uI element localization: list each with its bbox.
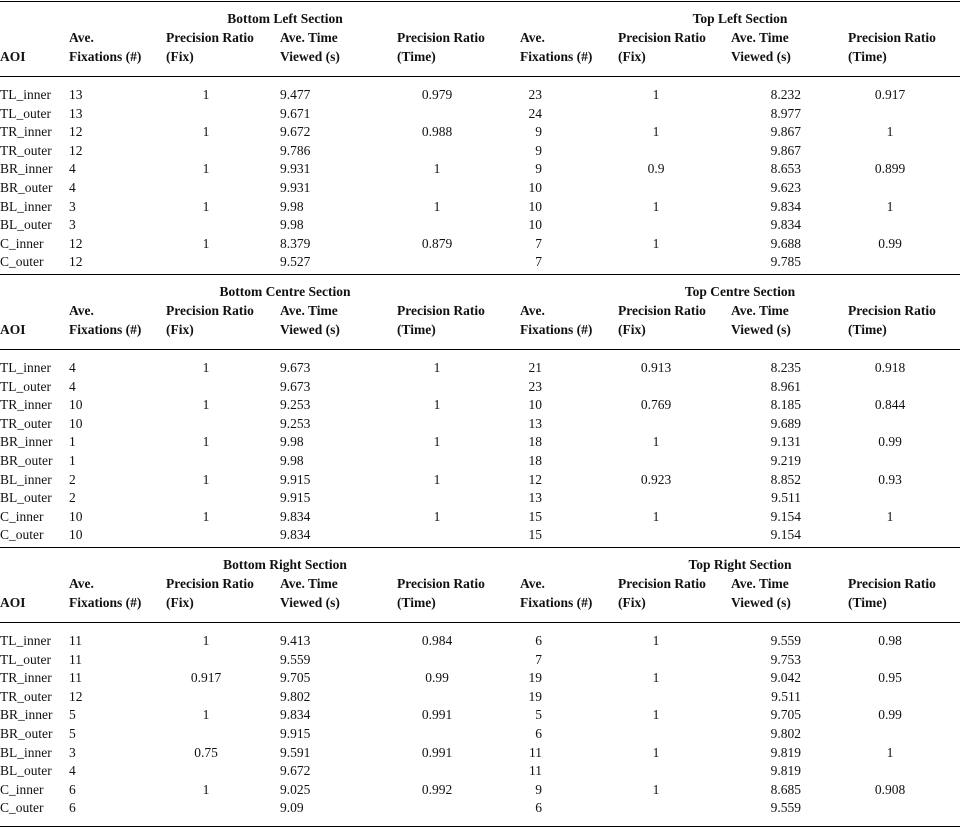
precision-time-right-cell: 0.99 <box>878 235 902 251</box>
fixations-right-cell: 12 <box>528 471 542 487</box>
fixations-right-cell: 13 <box>528 490 542 506</box>
time-left-cell: 9.672 <box>280 763 311 779</box>
precision-fix-right-cell: 1 <box>652 434 660 450</box>
fixations-left-cell: 12 <box>69 254 83 270</box>
fixations-left-cell: 11 <box>69 670 82 686</box>
time-right-cell: 9.834 <box>770 217 801 233</box>
fixations-left-cell: 4 <box>69 763 76 779</box>
fixations-left-cell: 5 <box>69 726 76 741</box>
precision-time-left-cell: 1 <box>433 198 441 214</box>
time-right-cell: 8.235 <box>770 360 801 375</box>
fixations-right-cell: 6 <box>535 800 542 816</box>
fixations-right-cell: 11 <box>529 744 542 760</box>
fixations-left-cell: 12 <box>69 688 83 704</box>
header-ave-fix-left: Fixations (#) <box>69 595 142 610</box>
precision-fix-right-cell: 0.923 <box>640 471 672 487</box>
header-aoi: AOI <box>0 322 26 337</box>
header-ave-fix-right: Ave. <box>520 30 545 45</box>
aoi-cell: TR_inner <box>0 397 52 413</box>
precision-fix-right-cell: 0.913 <box>640 360 672 375</box>
precision-time-left-cell: 0.979 <box>421 87 453 102</box>
header-ave-time-left: Viewed (s) <box>280 322 340 337</box>
header-ave-fix-right: Ave. <box>520 303 545 318</box>
aoi-cell: C_inner <box>0 781 44 797</box>
precision-fix-right-cell: 1 <box>652 87 660 102</box>
fixations-right-cell: 10 <box>528 397 542 413</box>
time-left-cell: 9.915 <box>280 490 311 506</box>
aoi-cell: C_inner <box>0 235 44 251</box>
header-ave-fix-left: Fixations (#) <box>69 322 142 337</box>
time-right-cell: 8.232 <box>770 87 801 102</box>
time-left-cell: 9.477 <box>280 87 311 102</box>
fixations-right-cell: 15 <box>528 508 542 524</box>
aoi-cell: BL_outer <box>0 490 52 506</box>
fixations-left-cell: 6 <box>69 800 76 816</box>
header-precision-time-right: (Time) <box>848 49 887 64</box>
precision-fix-right-cell: 1 <box>652 633 660 648</box>
precision-fix-right-cell: 1 <box>652 670 660 686</box>
fixations-right-cell: 10 <box>528 180 542 195</box>
time-left-cell: 9.931 <box>280 161 311 177</box>
header-ave-fix-right: Fixations (#) <box>520 49 593 64</box>
time-right-cell: 9.688 <box>770 235 801 251</box>
time-right-cell: 9.131 <box>770 434 801 450</box>
time-right-cell: 9.623 <box>770 180 801 195</box>
time-right-cell: 8.653 <box>770 161 801 177</box>
time-left-cell: 9.915 <box>280 726 311 741</box>
time-left-cell: 9.834 <box>280 508 311 524</box>
header-aoi: AOI <box>0 49 26 64</box>
aoi-cell: TR_outer <box>0 688 52 704</box>
time-left-cell: 9.673 <box>280 378 311 394</box>
header-ave-fix-left: Ave. <box>69 576 94 591</box>
fixations-right-cell: 13 <box>528 415 542 431</box>
precision-time-left-cell: 1 <box>433 508 441 524</box>
aoi-cell: C_inner <box>0 508 44 524</box>
aoi-cell: TR_outer <box>0 415 52 431</box>
time-left-cell: 9.786 <box>280 142 311 158</box>
precision-time-left-cell: 0.984 <box>421 633 453 648</box>
fixations-right-cell: 9 <box>535 161 542 177</box>
fixations-right-cell: 24 <box>528 105 542 121</box>
header-precision-fix-left: Precision Ratio <box>166 576 254 591</box>
precision-time-left-cell: 1 <box>433 434 441 450</box>
header-precision-fix-right: (Fix) <box>618 595 646 610</box>
header-ave-time-left: Ave. Time <box>280 576 338 591</box>
time-right-cell: 9.834 <box>770 198 801 214</box>
header-precision-time-right: Precision Ratio <box>848 576 936 591</box>
time-left-cell: 9.98 <box>280 198 304 214</box>
header-precision-fix-left: Precision Ratio <box>166 303 254 318</box>
aoi-cell: BR_outer <box>0 453 53 468</box>
fixations-left-cell: 11 <box>69 633 82 648</box>
right-section-title: Top Left Section <box>692 11 788 26</box>
header-ave-time-right: Ave. Time <box>731 30 789 45</box>
header-precision-time-left: Precision Ratio <box>397 30 485 45</box>
aoi-cell: BL_outer <box>0 217 52 233</box>
fixations-left-cell: 1 <box>69 453 76 468</box>
time-right-cell: 9.154 <box>770 508 801 524</box>
header-precision-time-left: (Time) <box>397 49 436 64</box>
precision-fix-right-cell: 1 <box>652 707 660 723</box>
header-ave-fix-left: Ave. <box>69 303 94 318</box>
fixations-right-cell: 5 <box>535 707 542 723</box>
time-left-cell: 9.413 <box>280 633 311 648</box>
fixations-left-cell: 2 <box>69 490 76 506</box>
time-left-cell: 9.834 <box>280 707 311 723</box>
left-section-title: Bottom Centre Section <box>219 284 351 299</box>
section-top-rule <box>0 1 960 2</box>
aoi-cell: C_outer <box>0 800 44 816</box>
fixations-left-cell: 1 <box>69 434 76 450</box>
header-ave-time-left: Viewed (s) <box>280 595 340 610</box>
precision-time-left-cell: 1 <box>433 161 441 177</box>
time-left-cell: 9.527 <box>280 254 311 270</box>
precision-time-left-cell: 1 <box>433 360 441 375</box>
fixations-right-cell: 21 <box>528 360 542 375</box>
fixations-left-cell: 10 <box>69 527 83 543</box>
header-precision-time-right: Precision Ratio <box>848 30 936 45</box>
header-precision-fix-right: (Fix) <box>618 322 646 337</box>
fixations-left-cell: 6 <box>69 781 76 797</box>
fixations-left-cell: 4 <box>69 360 76 375</box>
time-left-cell: 9.931 <box>280 180 311 195</box>
header-precision-time-right: (Time) <box>848 595 887 610</box>
header-precision-time-right: (Time) <box>848 322 887 337</box>
precision-fix-left-cell: 1 <box>202 707 210 723</box>
aoi-cell: TR_inner <box>0 670 52 686</box>
time-right-cell: 9.867 <box>770 142 801 158</box>
section-top-rule <box>0 274 960 275</box>
aoi-cell: BL_inner <box>0 198 52 214</box>
precision-fix-right-cell: 1 <box>652 198 660 214</box>
header-precision-fix-left: (Fix) <box>166 49 194 64</box>
header-precision-time-left: (Time) <box>397 322 436 337</box>
header-precision-fix-right: (Fix) <box>618 49 646 64</box>
time-right-cell: 9.867 <box>770 124 801 140</box>
fixations-right-cell: 19 <box>528 670 542 686</box>
table-bottom-rule <box>0 826 960 827</box>
time-left-cell: 9.834 <box>280 527 311 543</box>
precision-fix-left-cell: 1 <box>202 124 210 140</box>
precision-fix-left-cell: 1 <box>202 360 210 375</box>
fixations-left-cell: 4 <box>69 180 76 195</box>
precision-fix-left-cell: 1 <box>202 198 210 214</box>
time-left-cell: 9.025 <box>280 781 311 797</box>
time-right-cell: 9.154 <box>770 527 801 543</box>
precision-fix-left-cell: 1 <box>202 781 210 797</box>
time-right-cell: 8.977 <box>770 105 801 121</box>
aoi-cell: BR_outer <box>0 726 53 741</box>
header-ave-time-left: Ave. Time <box>280 30 338 45</box>
precision-time-left-cell: 0.988 <box>421 124 453 140</box>
fixations-left-cell: 10 <box>69 508 83 524</box>
fixations-right-cell: 9 <box>535 124 542 140</box>
header-precision-time-left: (Time) <box>397 595 436 610</box>
time-right-cell: 8.185 <box>770 397 801 413</box>
fixations-right-cell: 7 <box>535 235 542 251</box>
aoi-cell: BL_inner <box>0 744 52 760</box>
time-left-cell: 9.672 <box>280 124 311 140</box>
precision-time-right-cell: 1 <box>886 508 894 524</box>
left-section-title: Bottom Right Section <box>223 557 347 572</box>
time-left-cell: 8.379 <box>280 235 311 251</box>
precision-time-right-cell: 1 <box>886 124 894 140</box>
aoi-cell: BR_inner <box>0 434 53 450</box>
fixations-right-cell: 23 <box>528 378 542 394</box>
header-ave-fix-right: Fixations (#) <box>520 322 593 337</box>
precision-fix-left-cell: 0.917 <box>190 670 222 686</box>
fixations-right-cell: 18 <box>528 453 542 468</box>
time-left-cell: 9.253 <box>280 397 311 413</box>
precision-fix-left-cell: 1 <box>202 397 210 413</box>
header-ave-fix-left: Fixations (#) <box>69 49 142 64</box>
aoi-cell: TL_inner <box>0 633 51 648</box>
time-right-cell: 9.559 <box>770 633 801 648</box>
precision-fix-left-cell: 1 <box>202 508 210 524</box>
fixations-right-cell: 15 <box>528 527 542 543</box>
precision-time-left-cell: 0.99 <box>425 670 449 686</box>
aoi-cell: TL_inner <box>0 360 51 375</box>
time-right-cell: 9.511 <box>771 490 801 506</box>
precision-fix-right-cell: 1 <box>652 235 660 251</box>
time-left-cell: 9.671 <box>280 105 311 121</box>
header-ave-fix-right: Fixations (#) <box>520 595 593 610</box>
header-precision-fix-right: Precision Ratio <box>618 303 706 318</box>
time-right-cell: 8.961 <box>770 378 801 394</box>
section-top-rule <box>0 547 960 548</box>
fixations-right-cell: 7 <box>535 254 542 270</box>
header-precision-time-left: Precision Ratio <box>397 576 485 591</box>
header-ave-fix-left: Ave. <box>69 30 94 45</box>
fixations-left-cell: 5 <box>69 707 76 723</box>
header-precision-fix-left: (Fix) <box>166 595 194 610</box>
aoi-cell: BR_outer <box>0 180 53 195</box>
precision-fix-left-cell: 1 <box>202 87 210 102</box>
precision-time-right-cell: 0.99 <box>878 434 902 450</box>
precision-fix-right-cell: 0.769 <box>640 397 672 413</box>
fixations-left-cell: 3 <box>69 198 76 214</box>
precision-fix-left-cell: 1 <box>202 434 210 450</box>
fixations-left-cell: 10 <box>69 415 83 431</box>
right-section-title: Top Right Section <box>688 557 792 572</box>
time-right-cell: 9.819 <box>770 763 801 779</box>
precision-time-right-cell: 0.93 <box>878 471 902 487</box>
header-precision-fix-right: Precision Ratio <box>618 30 706 45</box>
header-ave-time-right: Viewed (s) <box>731 49 791 64</box>
left-section-title: Bottom Left Section <box>227 11 343 26</box>
header-ave-time-right: Viewed (s) <box>731 322 791 337</box>
fixations-left-cell: 3 <box>69 217 76 233</box>
precision-fix-right-cell: 0.9 <box>647 161 665 177</box>
header-ave-time-left: Viewed (s) <box>280 49 340 64</box>
time-right-cell: 9.705 <box>770 707 801 723</box>
fixations-left-cell: 4 <box>69 378 76 394</box>
aoi-cell: TR_outer <box>0 142 52 158</box>
aoi-cell: TL_outer <box>0 105 51 121</box>
fixations-right-cell: 19 <box>528 688 542 704</box>
time-left-cell: 9.802 <box>280 688 311 704</box>
fixations-right-cell: 18 <box>528 434 542 450</box>
precision-fix-right-cell: 1 <box>652 744 660 760</box>
time-left-cell: 9.98 <box>280 217 304 233</box>
header-precision-fix-right: Precision Ratio <box>618 576 706 591</box>
header-ave-time-left: Ave. Time <box>280 303 338 318</box>
precision-fix-right-cell: 1 <box>652 781 660 797</box>
aoi-cell: C_outer <box>0 527 44 543</box>
header-bottom-rule <box>0 622 960 623</box>
precision-fix-left-cell: 1 <box>202 471 210 487</box>
aoi-cell: BL_inner <box>0 471 52 487</box>
time-right-cell: 9.785 <box>770 254 801 270</box>
aoi-cell: BL_outer <box>0 763 52 779</box>
precision-time-right-cell: 0.899 <box>874 161 906 177</box>
header-precision-fix-left: (Fix) <box>166 322 194 337</box>
aoi-cell: TR_inner <box>0 124 52 140</box>
time-right-cell: 9.819 <box>770 744 801 760</box>
time-left-cell: 9.915 <box>280 471 311 487</box>
precision-time-left-cell: 0.991 <box>421 707 453 723</box>
aoi-cell: TL_inner <box>0 87 51 102</box>
precision-fix-left-cell: 1 <box>202 161 210 177</box>
time-right-cell: 9.559 <box>770 800 801 816</box>
time-left-cell: 9.98 <box>280 434 304 450</box>
aoi-cell: BR_inner <box>0 161 53 177</box>
time-right-cell: 9.219 <box>770 453 801 468</box>
time-left-cell: 9.673 <box>280 360 311 375</box>
precision-fix-right-cell: 1 <box>652 124 660 140</box>
fixations-right-cell: 23 <box>528 87 542 102</box>
precision-time-right-cell: 0.99 <box>878 707 902 723</box>
aoi-cell: BR_inner <box>0 707 53 723</box>
fixations-right-cell: 6 <box>535 726 542 741</box>
fixations-left-cell: 13 <box>69 105 83 121</box>
fixations-right-cell: 9 <box>535 142 542 158</box>
fixations-right-cell: 6 <box>535 633 542 648</box>
time-right-cell: 9.511 <box>771 688 801 704</box>
time-right-cell: 9.802 <box>770 726 801 741</box>
fixations-left-cell: 2 <box>69 471 76 487</box>
precision-fix-right-cell: 1 <box>652 508 660 524</box>
precision-fix-left-cell: 0.75 <box>194 744 218 760</box>
fixations-right-cell: 9 <box>535 781 542 797</box>
time-left-cell: 9.09 <box>280 800 304 816</box>
fixations-left-cell: 3 <box>69 744 76 760</box>
header-ave-time-right: Ave. Time <box>731 303 789 318</box>
precision-time-right-cell: 0.95 <box>878 670 902 686</box>
time-left-cell: 9.591 <box>280 744 311 760</box>
header-bottom-rule <box>0 76 960 77</box>
precision-time-right-cell: 0.917 <box>874 87 906 102</box>
precision-time-left-cell: 1 <box>433 471 441 487</box>
fixations-right-cell: 10 <box>528 217 542 233</box>
fixations-left-cell: 12 <box>69 235 83 251</box>
precision-fix-left-cell: 1 <box>202 235 210 251</box>
precision-time-right-cell: 0.918 <box>874 360 906 375</box>
time-right-cell: 9.042 <box>770 670 801 686</box>
header-precision-time-right: Precision Ratio <box>848 303 936 318</box>
aoi-cell: C_outer <box>0 254 44 270</box>
fixations-left-cell: 11 <box>69 651 82 667</box>
time-right-cell: 8.852 <box>770 471 801 487</box>
header-precision-fix-left: Precision Ratio <box>166 30 254 45</box>
time-left-cell: 9.98 <box>280 453 304 468</box>
time-left-cell: 9.253 <box>280 415 311 431</box>
header-ave-time-right: Ave. Time <box>731 576 789 591</box>
time-left-cell: 9.559 <box>280 651 311 667</box>
precision-time-right-cell: 0.844 <box>874 397 906 413</box>
aoi-cell: TL_outer <box>0 378 51 394</box>
header-ave-time-right: Viewed (s) <box>731 595 791 610</box>
fixations-right-cell: 11 <box>529 763 542 779</box>
precision-time-left-cell: 0.992 <box>421 781 453 797</box>
fixations-right-cell: 10 <box>528 198 542 214</box>
fixations-left-cell: 12 <box>69 142 83 158</box>
right-section-title: Top Centre Section <box>684 284 796 299</box>
fixations-left-cell: 10 <box>69 397 83 413</box>
fixations-left-cell: 4 <box>69 161 76 177</box>
header-aoi: AOI <box>0 595 26 610</box>
precision-time-left-cell: 1 <box>433 397 441 413</box>
fixations-left-cell: 12 <box>69 124 83 140</box>
precision-fix-left-cell: 1 <box>202 633 210 648</box>
aoi-cell: TL_outer <box>0 651 51 667</box>
fixations-right-cell: 7 <box>535 651 542 667</box>
precision-time-right-cell: 1 <box>886 198 894 214</box>
precision-time-right-cell: 0.908 <box>874 781 906 797</box>
precision-time-left-cell: 0.879 <box>421 235 453 251</box>
header-precision-time-left: Precision Ratio <box>397 303 485 318</box>
precision-time-right-cell: 1 <box>886 744 894 760</box>
fixations-left-cell: 13 <box>69 87 83 102</box>
precision-time-right-cell: 0.98 <box>878 633 902 648</box>
header-ave-fix-right: Ave. <box>520 576 545 591</box>
time-left-cell: 9.705 <box>280 670 311 686</box>
header-bottom-rule <box>0 349 960 350</box>
time-right-cell: 9.689 <box>770 415 801 431</box>
time-right-cell: 8.685 <box>770 781 801 797</box>
time-right-cell: 9.753 <box>770 651 801 667</box>
precision-time-left-cell: 0.991 <box>421 744 453 760</box>
